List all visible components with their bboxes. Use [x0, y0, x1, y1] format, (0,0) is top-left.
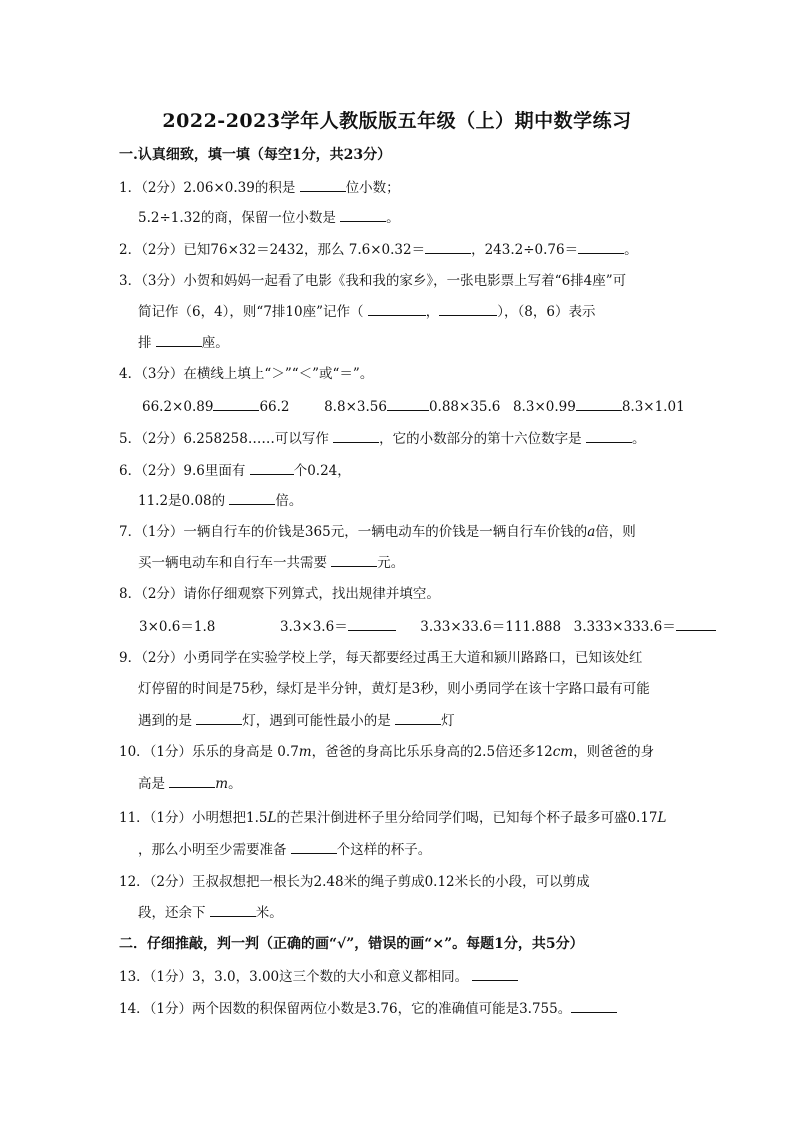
q5-blank-1[interactable]	[333, 429, 379, 443]
question-1-line-2	[138, 208, 400, 227]
q2-text-b: ，243.2÷0.76＝	[471, 242, 579, 258]
q4-expr-1-left: 66.2×0.89	[142, 399, 214, 415]
page-title: 2022-2023学年人教版版五年级（上）期中数学练习	[162, 110, 632, 132]
q3-text-c: ，	[425, 304, 440, 320]
question-11-line-1	[119, 809, 667, 827]
q6-text-b: 个0.24，	[293, 463, 351, 479]
question-9-line-1: 9．（2分）小勇同学在实验学校上学，每天都要经过禹王大道和颍川路路口，已知该处红	[119, 650, 643, 666]
question-2	[119, 240, 638, 259]
question-7-line-1	[119, 523, 636, 541]
q12-text-b: 段，还余下	[138, 905, 206, 921]
q9-text-d: 灯，遇到可能性最小的是	[242, 713, 391, 729]
question-3-line-1: 3．（3分）小贺和妈妈一起看了电影《我和我的家乡》，一张电影票上写着“6排4座”可	[119, 273, 627, 289]
q4-blank-2[interactable]	[387, 397, 429, 411]
q1-blank-1[interactable]	[300, 178, 346, 192]
q3-blank-2[interactable]	[439, 302, 497, 316]
question-6-line-2	[138, 491, 302, 510]
q1-text-c: 5.2÷1.32的商，保留一位小数是	[138, 210, 336, 226]
q9-blank-2[interactable]	[395, 711, 441, 725]
q2-blank-2[interactable]	[578, 240, 624, 254]
q1-text-d: 。	[386, 210, 400, 226]
q1-blank-2[interactable]	[340, 208, 386, 222]
question-8: 8．（2分）请你仔细观察下列算式，找出规律并填空。	[119, 586, 440, 602]
question-3-line-3	[138, 333, 229, 352]
question-13	[119, 967, 518, 986]
q3-text-d: ），（8，6）表示	[497, 304, 596, 320]
q8-expr-2: 3.3×3.6＝	[279, 619, 348, 635]
question-4-expressions	[142, 397, 685, 416]
q3-text-f: 座。	[201, 335, 229, 351]
q12-text-c: 米。	[255, 905, 283, 921]
q11-unit-1: L	[267, 810, 277, 826]
q10-unit-1: m	[298, 744, 312, 760]
question-14	[119, 999, 617, 1018]
question-10-line-2	[138, 774, 242, 793]
q7-text-c: 买一辆电动车和自行车一共需要	[138, 555, 327, 571]
q3-blank-1[interactable]	[368, 302, 426, 316]
section-1-heading: 一.认真细致，填一填（每空1分，共23分）	[119, 147, 392, 163]
q10-text-e: 。	[228, 776, 242, 792]
q3-blank-3[interactable]	[156, 333, 202, 347]
q8-expr-3: 3.33×33.6＝111.888	[420, 619, 562, 635]
q11-blank-1[interactable]	[291, 840, 337, 854]
q4-expr-3-left: 8.3×0.99	[512, 399, 576, 415]
question-10-line-1	[119, 743, 654, 761]
q8-expr-1: 3×0.6＝1.8	[139, 619, 216, 635]
q9-text-e: 灯	[441, 713, 455, 729]
question-3-line-2	[138, 302, 595, 321]
q6-text-a: 6．（2分）9.6里面有	[119, 463, 246, 479]
q2-text-a: 2．（2分）已知76×32＝2432，那么 7.6×0.32＝	[119, 242, 426, 258]
q11-text-d: 个这样的杯子。	[336, 842, 432, 858]
q10-text-c: ，则爸爸的身	[573, 744, 655, 760]
q4-expr-2-left: 8.8×3.56	[324, 399, 387, 415]
q4-blank-3[interactable]	[576, 397, 622, 411]
q10-blank-1[interactable]	[169, 774, 215, 788]
q6-text-d: 倍。	[275, 493, 303, 509]
question-9-line-3	[138, 711, 455, 730]
q14-blank-1[interactable]	[571, 999, 617, 1013]
q7-text-b: 倍，则	[595, 524, 636, 540]
q5-text-a: 5．（2分）6.258258……可以写作	[119, 431, 329, 447]
q11-text-b: 的芒果汁倒进杯子里分给同学们喝，已知每个杯子最多可盛0.17	[276, 810, 658, 826]
q1-text-a: 1．（2分）2.06×0.39的积是	[119, 180, 296, 196]
q4-blank-1[interactable]	[213, 397, 259, 411]
q4-expr-2-right: 0.88×35.6	[428, 399, 501, 415]
q10-text-b: ，爸爸的身高比乐乐身高的2.5倍还多12	[311, 744, 553, 760]
q5-text-b: ，它的小数部分的第十六位数字是	[379, 431, 582, 447]
q10-unit-3: m	[215, 776, 229, 792]
q11-text-a: 11．（1分）小明想把1.5	[119, 810, 268, 826]
q4-expr-1-right: 66.2	[259, 399, 290, 415]
question-4: 4．（3分）在横线上填上“＞”“＜”或“＝”。	[119, 366, 374, 382]
question-8-expressions	[139, 617, 716, 636]
q14-text-a: 14．（1分）两个因数的积保留两位小数是3.76，它的准确值可能是3.755。	[119, 1001, 572, 1017]
question-1-line-1	[119, 178, 400, 197]
q2-blank-1[interactable]	[425, 240, 471, 254]
q6-blank-1[interactable]	[250, 461, 294, 475]
q8-expr-4: 3.333×333.6＝	[573, 619, 676, 635]
question-12-line-2	[138, 903, 283, 922]
q13-blank-1[interactable]	[472, 967, 518, 981]
q3-text-b: 简记作（6，4），则“7排10座”记作（	[138, 304, 364, 320]
q9-blank-1[interactable]	[196, 711, 242, 725]
q5-text-c: 。	[631, 431, 646, 447]
q6-blank-2[interactable]	[229, 491, 275, 505]
question-9-line-2: 灯停留的时间是75秒，绿灯是半分钟，黄灯是3秒，则小勇同学在该十字路口最有可能	[138, 681, 650, 697]
q3-text-e: 排	[138, 335, 152, 351]
q6-text-c: 11.2是0.08的	[138, 493, 226, 509]
q7-text-a: 7．（1分）一辆自行车的价钱是365元，一辆电动车的价钱是一辆自行车价钱的	[119, 524, 588, 540]
q11-unit-2: L	[657, 810, 667, 826]
q4-expr-3-right: 8.3×1.01	[621, 399, 685, 415]
q7-blank-1[interactable]	[331, 553, 377, 567]
question-5	[119, 429, 645, 448]
q9-text-c: 遇到的是	[138, 713, 192, 729]
q1-text-b: 位小数；	[345, 180, 400, 196]
q10-text-d: 高是	[138, 776, 165, 792]
q8-blank-2[interactable]	[676, 617, 716, 631]
q5-blank-2[interactable]	[586, 429, 632, 443]
q10-text-a: 10．（1分）乐乐的身高是 0.7	[119, 744, 299, 760]
q2-text-c: 。	[624, 242, 638, 258]
q7-text-d: 元。	[377, 555, 405, 571]
question-11-line-2	[138, 840, 431, 859]
q8-blank-1[interactable]	[348, 617, 396, 631]
q10-unit-2: cm	[552, 744, 574, 760]
q12-blank-1[interactable]	[210, 903, 256, 917]
question-7-line-2	[138, 553, 404, 572]
q13-text-a: 13．（1分）3，3.0，3.00这三个数的大小和意义都相同。	[119, 969, 469, 985]
q7-variable: a	[587, 524, 596, 540]
q11-text-c: ，那么小明至少需要准备	[138, 842, 287, 858]
section-2-heading: 二．仔细推敲，判一判（正确的画“√”，错误的画“×”。每题1分，共5分）	[119, 936, 584, 952]
question-6-line-1	[119, 461, 351, 480]
question-12-line-1: 12．（2分）王叔叔想把一根长为2.48米的绳子剪成0.12米长的小段，可以剪成	[119, 874, 590, 890]
